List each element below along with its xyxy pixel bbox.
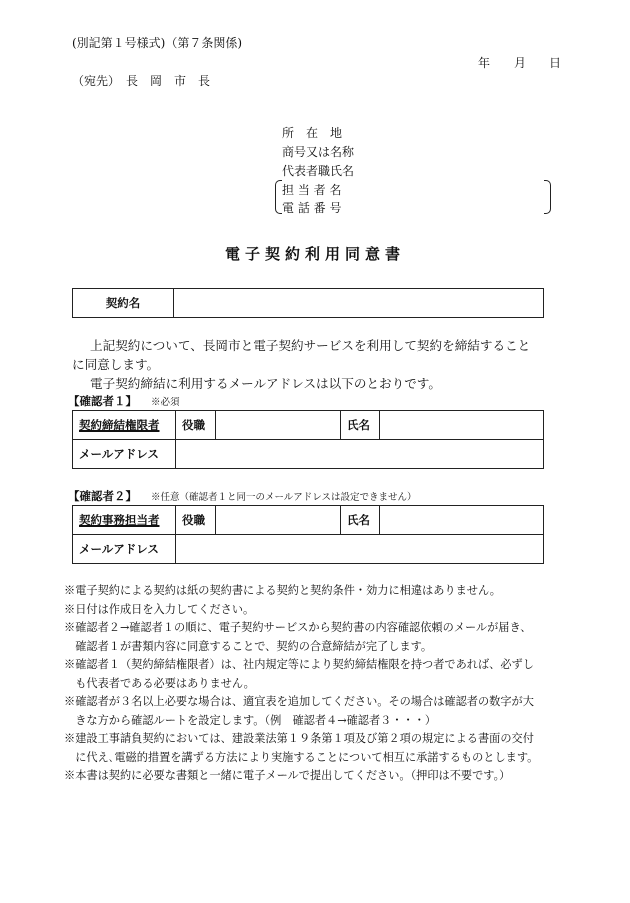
confirmer-2-name-field[interactable]	[380, 506, 544, 535]
address-label: 所 在 地	[282, 126, 343, 140]
confirmer-2-heading	[68, 488, 417, 504]
form-reference: (別記第１号様式)（第７条関係)	[72, 36, 243, 50]
intro-line-1: 上記契約について、長岡市と電子契約サービスを利用して契約を締結すること	[90, 338, 531, 353]
note-line: に代え､電磁的措置を講ずる方法により実施することについて相互に承諾するものとします。	[64, 750, 539, 764]
confirmer-2-note: ※任意（確認者１と同一のメールアドレスは設定できません）	[151, 492, 417, 503]
note-line: も代表者である必要はありません。	[64, 676, 255, 690]
date-day-label: 日	[549, 56, 562, 70]
contract-name-field[interactable]	[174, 289, 544, 318]
contact-bracket-left	[275, 180, 282, 214]
confirmer-1-role-cell	[73, 411, 176, 440]
contact-person-label: 担 当 者 名	[282, 183, 342, 197]
representative-label: 代表者職氏名	[282, 164, 355, 178]
confirmer-2-email-label: メールアドレス	[73, 535, 176, 564]
date-year-label: 年	[478, 56, 491, 70]
confirmer-1-title: 【確認者１】	[68, 394, 137, 408]
confirmer-2-email-field[interactable]	[176, 535, 544, 564]
note-line: ※確認者が３名以上必要な場合は、適宜表を追加してください。その場合は確認者の数字が大	[64, 695, 534, 708]
confirmer-1-name-field[interactable]	[380, 411, 544, 440]
confirmer-1-position-label: 役職	[176, 411, 216, 440]
confirmer-1-role-label: 契約締結権限者	[79, 418, 160, 432]
contact-bracket-right	[544, 180, 551, 214]
confirmer-1-note: ※必須	[151, 397, 180, 408]
note-line: 確認者１が書類内容に同意することで、契約の合意締結が完了します。	[64, 639, 433, 653]
confirmer-2-name-label: 氏名	[341, 506, 380, 535]
confirmer-1-heading	[68, 393, 180, 409]
confirmer-1-email-field[interactable]	[176, 440, 544, 469]
confirmer-1-email-label: メールアドレス	[73, 440, 176, 469]
notes-list	[64, 582, 538, 786]
document-title: 電子契約利用同意書	[224, 245, 405, 263]
confirmer-2-role-cell	[73, 506, 176, 535]
confirmer-1-position-field[interactable]	[216, 411, 341, 440]
confirmer-2-position-field[interactable]	[216, 506, 341, 535]
contract-name-label: 契約名	[73, 289, 174, 318]
note-line: ※電子契約による契約は紙の契約書による契約と契約条件・効力に相違はありません。	[64, 584, 501, 597]
note-line: きな方から確認ルートを設定します。（例 確認者４→確認者３・・・）	[64, 713, 437, 727]
phone-number-label: 電 話 番 号	[282, 201, 342, 215]
note-line: ※建設工事請負契約においては、建設業法第１９条第１項及び第２項の規定による書面の交付	[64, 732, 534, 745]
note-line: ※確認者２→確認者１の順に、電子契約サービスから契約書の内容確認依頼のメールが届き、	[64, 621, 532, 634]
date-month-label: 月	[514, 56, 527, 70]
note-line: ※確認者１（契約締結権限者）は、社内規定等により契約締結権限を持つ者であれば、必ずし	[64, 658, 534, 671]
confirmer-2-role-label: 契約事務担当者	[79, 513, 160, 527]
company-name-label: 商号又は名称	[282, 145, 355, 159]
intro-line-2: に同意します。	[72, 357, 160, 372]
confirmer-2-table	[72, 505, 544, 564]
confirmer-1-name-label: 氏名	[341, 411, 380, 440]
note-line: ※日付は作成日を入力してください。	[64, 602, 255, 616]
note-line: ※本書は契約に必要な書類と一緒に電子メールで提出してください。（押印は不要です。）	[64, 769, 511, 782]
confirmer-1-table	[72, 410, 544, 469]
intro-line-3: 電子契約締結に利用するメールアドレスは以下のとおりです。	[90, 376, 441, 391]
confirmer-2-title: 【確認者２】	[68, 489, 137, 503]
contract-name-table	[72, 288, 544, 318]
confirmer-2-position-label: 役職	[176, 506, 216, 535]
recipient: （宛先） 長 岡 市 長	[72, 74, 211, 88]
